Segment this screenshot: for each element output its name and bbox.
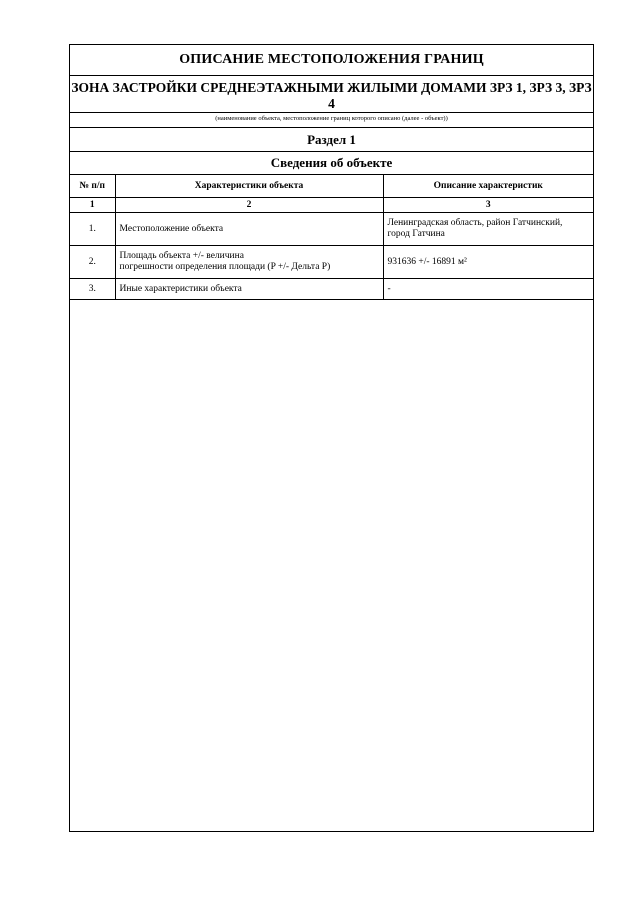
column-number: 3 [383, 198, 593, 213]
header-characteristic: Характеристики объекта [115, 175, 383, 198]
document-frame [69, 44, 594, 832]
header-number: № п/п [70, 175, 115, 198]
object-caption: (наименование объекта, местоположение границ которого описано (далее - объект)) [70, 112, 593, 128]
table-header-row [70, 175, 593, 198]
row-description: - [383, 279, 593, 300]
row-characteristic: Местоположение объекта [115, 213, 383, 246]
row-number: 3. [70, 279, 115, 300]
column-number: 2 [115, 198, 383, 213]
table-row [70, 246, 593, 279]
column-number-row [70, 198, 593, 213]
row-number: 1. [70, 213, 115, 246]
table-row [70, 213, 593, 246]
document-title: ОПИСАНИЕ МЕСТОПОЛОЖЕНИЯ ГРАНИЦ [70, 45, 593, 76]
info-title: Сведения об объекте [70, 152, 593, 175]
row-characteristic: Площадь объекта +/- величина погрешности определения площади (P +/- Дельта P) [115, 246, 383, 279]
header-description: Описание характеристик [383, 175, 593, 198]
column-number: 1 [70, 198, 115, 213]
row-characteristic: Иные характеристики объекта [115, 279, 383, 300]
row-description: 931636 +/- 16891 м² [383, 246, 593, 279]
characteristics-table [70, 175, 593, 300]
row-description: Ленинградская область, район Гатчинский, город Гатчина [383, 213, 593, 246]
object-name: ЗОНА ЗАСТРОЙКИ СРЕДНЕЭТАЖНЫМИ ЖИЛЫМИ ДОМАМИ ЗРЗ 1, ЗРЗ 3, ЗРЗ 4 [71, 80, 592, 111]
row-number: 2. [70, 246, 115, 279]
section-title: Раздел 1 [70, 128, 593, 152]
table-row [70, 279, 593, 300]
